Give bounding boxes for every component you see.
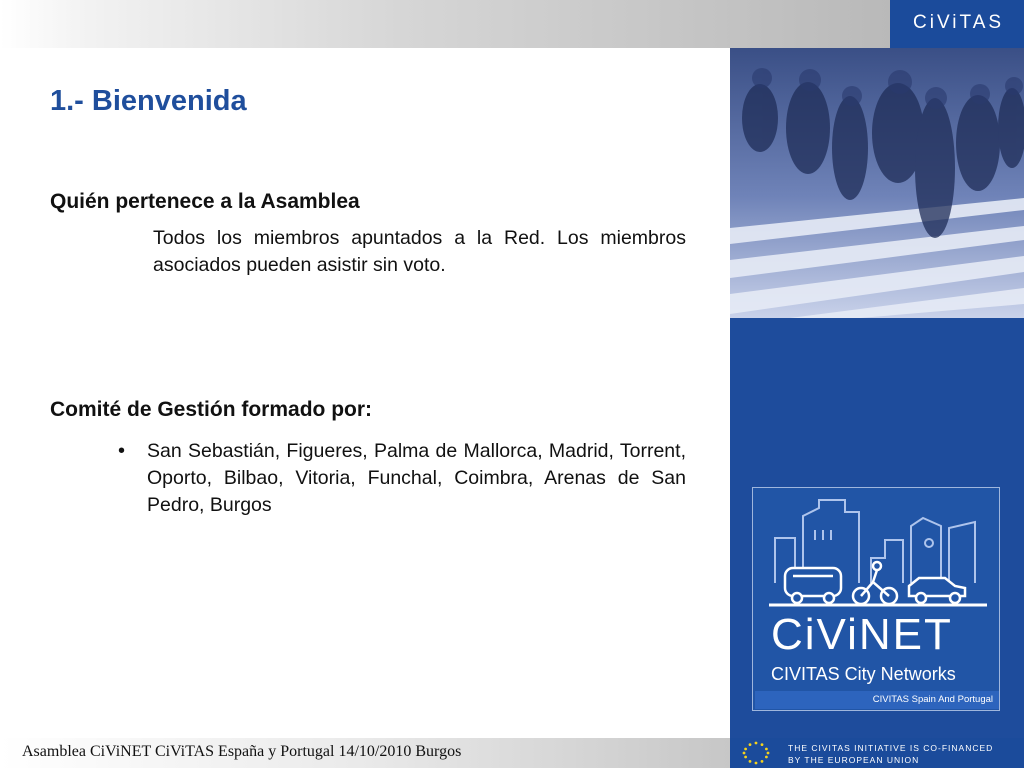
civinet-logo-box — [752, 487, 1000, 711]
bus-icon — [785, 568, 841, 603]
footer-text: Asamblea CiViNET CiViTAS España y Portugal 14/10/2010 Burgos — [22, 743, 462, 760]
eu-financing-text: THE CIVITAS INITIATIVE IS CO-FINANCED BY THE EUROPEAN UNION — [788, 743, 994, 765]
civinet-strip — [755, 691, 999, 709]
eu-flag-icon — [736, 739, 776, 767]
asamblea-description: Todos los miembros apuntados a la Red. Los miembros asociados pueden asistir sin voto. — [153, 227, 686, 276]
bullet-marker: • — [118, 440, 126, 462]
civinet-logo-word: CiViNET — [771, 610, 953, 659]
crowd-crosswalk-photo — [730, 48, 1024, 318]
section-heading-comite: Comité de Gestión formado por: — [50, 398, 373, 421]
slide-title: 1.- Bienvenida — [50, 85, 247, 117]
civitas-logo: CiViTAS — [913, 12, 1005, 33]
civinet-subtitle: CIVITAS City Networks — [771, 664, 956, 684]
header-gradient-bar — [0, 0, 890, 48]
comite-members-list: San Sebastián, Figueres, Palma de Mallorca, Madrid, Torrent, Oporto, Bilbao, Vitoria, Funchal, Coimbra, Arenas de San Pedro, Burgos — [147, 440, 686, 516]
civinet-strip-text: CIVITAS Spain And Portugal — [872, 694, 993, 705]
city-skyline-icon — [753, 488, 1001, 613]
car-icon — [909, 578, 965, 603]
section-heading-asamblea: Quién pertenece a la Asamblea — [50, 190, 360, 213]
